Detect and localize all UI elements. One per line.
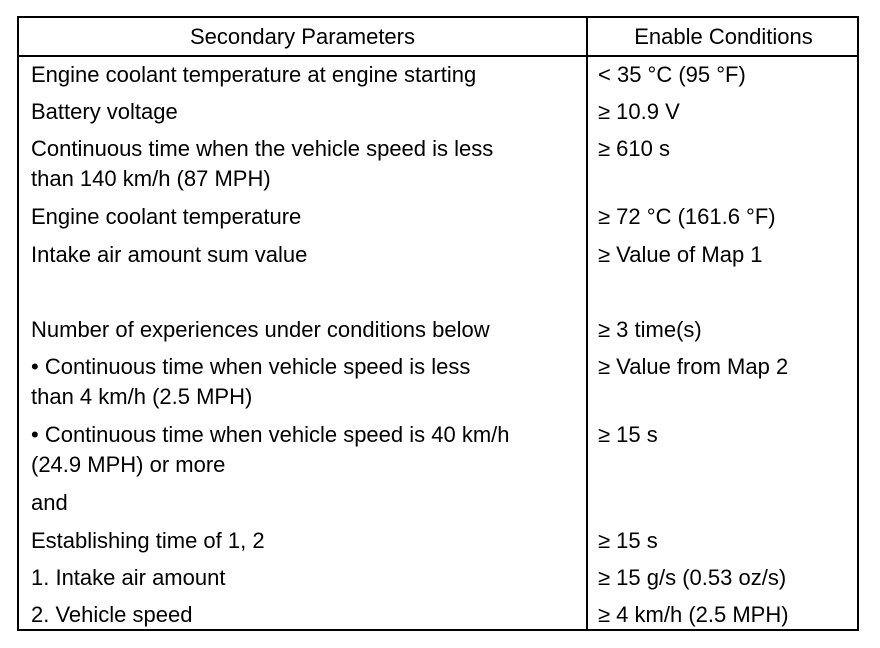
condition-cell: ≥ 15 s bbox=[598, 422, 658, 447]
param-cell: Number of experiences under conditions below bbox=[31, 317, 490, 342]
enable-conditions-table bbox=[17, 16, 859, 631]
param-cell: Intake air amount sum value bbox=[31, 242, 308, 267]
condition-cell: ≥ 10.9 V bbox=[598, 99, 680, 124]
param-cell: 2. Vehicle speed bbox=[31, 602, 193, 627]
condition-cell: ≥ 4 km/h (2.5 MPH) bbox=[598, 602, 789, 627]
param-cell: Engine coolant temperature bbox=[31, 204, 302, 229]
param-cell: • Continuous time when vehicle speed is less than 4 km/h (2.5 MPH) bbox=[31, 354, 471, 409]
header-secondary-parameters: Secondary Parameters bbox=[190, 24, 415, 49]
condition-cell: ≥ 15 s bbox=[598, 528, 658, 553]
condition-cell: ≥ Value from Map 2 bbox=[598, 354, 789, 379]
condition-cell: < 35 °C (95 °F) bbox=[598, 62, 746, 87]
param-cell: 1. Intake air amount bbox=[31, 565, 226, 590]
param-cell: and bbox=[31, 490, 68, 515]
param-cell: Establishing time of 1, 2 bbox=[31, 528, 265, 553]
param-cell: • Continuous time when vehicle speed is 40 km/h (24.9 MPH) or more bbox=[31, 422, 510, 477]
param-cell: Continuous time when the vehicle speed is less than 140 km/h (87 MPH) bbox=[31, 136, 494, 191]
param-cell: Battery voltage bbox=[31, 99, 178, 124]
condition-cell: ≥ 3 time(s) bbox=[598, 317, 702, 342]
param-cell: Engine coolant temperature at engine starting bbox=[31, 62, 477, 87]
condition-cell: ≥ Value of Map 1 bbox=[598, 242, 763, 267]
condition-cell: ≥ 15 g/s (0.53 oz/s) bbox=[598, 565, 787, 590]
condition-cell: ≥ 72 °C (161.6 °F) bbox=[598, 204, 776, 229]
condition-cell: ≥ 610 s bbox=[598, 136, 671, 161]
header-divider bbox=[19, 55, 857, 57]
column-divider bbox=[586, 18, 588, 629]
header-enable-conditions: Enable Conditions bbox=[634, 24, 813, 49]
